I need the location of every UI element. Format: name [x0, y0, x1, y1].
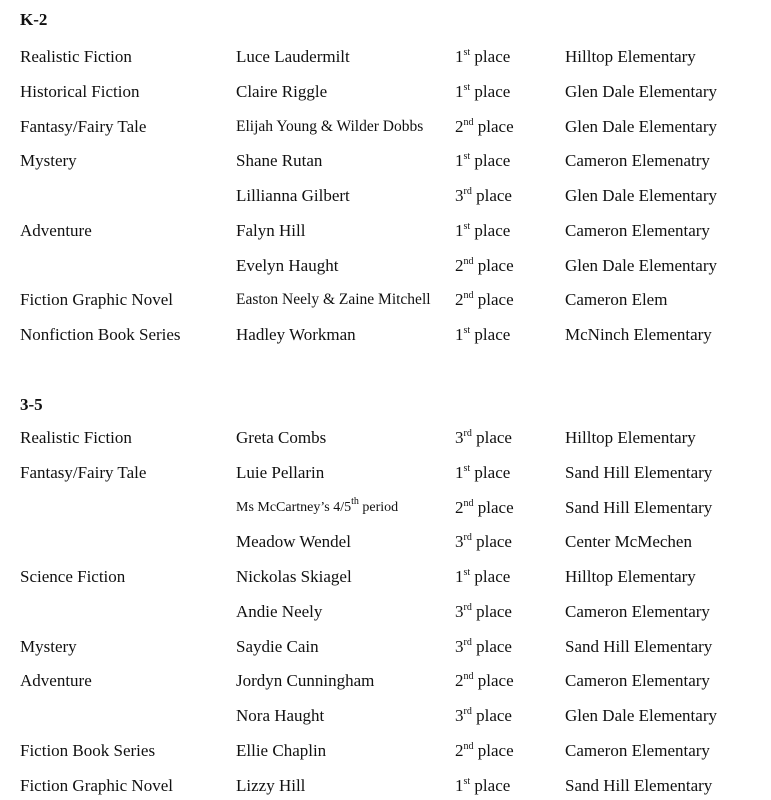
table-row: [0, 221, 771, 245]
place-number: 2: [455, 671, 464, 691]
name-text: Falyn Hill: [236, 220, 306, 240]
table-row: [0, 256, 771, 280]
student-name: [236, 602, 322, 622]
table-row: [0, 290, 771, 314]
table-row: [0, 567, 771, 591]
place-word: place: [470, 220, 511, 240]
place-suffix: st: [463, 151, 471, 163]
place-suffix: nd: [463, 290, 474, 302]
place-word: place: [473, 116, 514, 136]
school: McNinch Elementary: [565, 325, 712, 344]
place-suffix: rd: [463, 601, 472, 613]
place: [455, 637, 512, 657]
name-text: Claire Riggle: [236, 81, 328, 101]
place-number: 2: [455, 116, 464, 136]
name-superscript: th: [351, 495, 359, 507]
table-row: [0, 741, 771, 765]
school: Glen Dale Elementary: [565, 81, 717, 101]
student-name: [236, 776, 305, 796]
school: Glen Dale Elementary: [565, 255, 717, 275]
place-suffix: rd: [463, 186, 472, 197]
school: Hilltop Elementary: [565, 47, 696, 66]
school: Cameron Elementary: [565, 220, 710, 240]
name-text: Greta Combs: [236, 428, 327, 447]
place: [455, 741, 514, 761]
place-word: place: [470, 462, 511, 482]
student-name: [236, 741, 326, 761]
school: Cameron Elementary: [565, 671, 710, 691]
category: Realistic Fiction: [20, 47, 132, 66]
section-title: K-2: [20, 10, 48, 29]
student-name: [236, 495, 399, 516]
name-tail: period: [358, 499, 399, 515]
place-number: 3: [455, 428, 464, 447]
category: Fantasy/Fairy Tale: [20, 462, 147, 482]
name-text: Evelyn Haught: [236, 255, 339, 275]
category: Adventure: [20, 671, 92, 691]
place: [455, 567, 510, 587]
place: [455, 706, 512, 726]
place-number: 1: [455, 775, 464, 795]
student-name: [236, 671, 374, 691]
name-text: Meadow Wendel: [236, 532, 351, 552]
place-suffix: nd: [463, 671, 474, 683]
school: Sand Hill Elementary: [565, 775, 713, 795]
place-suffix: rd: [463, 428, 472, 439]
table-row: [0, 47, 771, 71]
school: Glen Dale Elementary: [565, 116, 717, 136]
place-word: place: [473, 290, 514, 310]
school: Cameron Elem: [565, 290, 668, 310]
name-text: Luie Pellarin: [236, 462, 325, 482]
place-word: place: [470, 151, 511, 171]
place-suffix: st: [463, 462, 471, 474]
place: [455, 117, 514, 137]
place-word: place: [471, 636, 512, 656]
place-number: 1: [455, 462, 464, 482]
place-word: place: [471, 532, 512, 552]
place-suffix: st: [463, 81, 471, 93]
category: Fiction Graphic Novel: [20, 775, 173, 795]
name-text: Elijah Young & Wilder Dobbs: [236, 117, 424, 135]
place-word: place: [473, 255, 514, 275]
place-word: place: [470, 47, 511, 66]
place-word: place: [470, 775, 511, 795]
place-word: place: [471, 428, 512, 447]
place-suffix: st: [463, 567, 471, 578]
place-number: 2: [455, 255, 464, 275]
place-suffix: rd: [463, 706, 472, 717]
student-name: [236, 291, 431, 309]
name-text: Easton Neely & Zaine Mitchell: [236, 291, 431, 309]
category: Realistic Fiction: [20, 428, 132, 447]
student-name: [236, 221, 305, 241]
place-number: 1: [455, 81, 464, 101]
category: Mystery: [20, 151, 77, 171]
place: [455, 498, 514, 518]
student-name: [236, 463, 324, 483]
place-number: 1: [455, 325, 464, 344]
place-word: place: [473, 740, 514, 760]
place: [455, 186, 512, 206]
place-number: 1: [455, 47, 464, 66]
name-text: Jordyn Cunningham: [236, 671, 375, 691]
place-word: place: [470, 81, 511, 101]
place-suffix: nd: [463, 255, 474, 267]
name-text: Saydie Cain: [236, 636, 319, 656]
place-suffix: st: [463, 775, 471, 787]
place-word: place: [470, 567, 511, 586]
place: [455, 671, 514, 691]
place-number: 2: [455, 740, 464, 760]
school: Glen Dale Elementary: [565, 186, 717, 205]
table-row: [0, 637, 771, 661]
place-word: place: [471, 186, 512, 205]
place: [455, 428, 512, 448]
school: Cameron Elemenatry: [565, 151, 710, 171]
place-suffix: st: [463, 325, 471, 336]
place-suffix: nd: [463, 116, 474, 128]
category: Historical Fiction: [20, 81, 140, 101]
place: [455, 532, 512, 552]
student-name: [236, 82, 327, 102]
place-number: 2: [455, 497, 464, 517]
name-text: Nora Haught: [236, 706, 325, 725]
category: Adventure: [20, 220, 92, 240]
name-text: Lizzy Hill: [236, 775, 306, 795]
place-word: place: [473, 497, 514, 517]
student-name: [236, 256, 338, 276]
table-row: [0, 776, 771, 800]
name-text: Shane Rutan: [236, 151, 323, 171]
table-row: [0, 602, 771, 626]
student-name: [236, 186, 350, 206]
name-text: Ellie Chaplin: [236, 740, 327, 760]
place-number: 3: [455, 532, 464, 552]
table-row: [0, 117, 771, 141]
student-name: [236, 428, 326, 448]
place: [455, 290, 514, 310]
table-row: [0, 706, 771, 730]
place-suffix: rd: [463, 636, 472, 648]
name-text: Luce Laudermilt: [236, 47, 350, 66]
school: Hilltop Elementary: [565, 567, 696, 586]
place-number: 3: [455, 636, 464, 656]
student-name: [236, 567, 352, 587]
place: [455, 776, 510, 796]
place: [455, 602, 512, 622]
table-row: [0, 82, 771, 106]
category: Fiction Graphic Novel: [20, 290, 173, 310]
table-row: [0, 671, 771, 695]
section-title: 3-5: [20, 395, 43, 414]
place-suffix: st: [463, 47, 471, 58]
place-number: 3: [455, 706, 464, 725]
school: Center McMechen: [565, 532, 692, 552]
name-text: Nickolas Skiagel: [236, 567, 352, 586]
category: Fiction Book Series: [20, 740, 156, 760]
student-name: [236, 637, 319, 657]
category: Fantasy/Fairy Tale: [20, 116, 147, 136]
student-name: [236, 118, 423, 136]
school: Cameron Elementary: [565, 740, 710, 760]
place-word: place: [473, 671, 514, 691]
place-suffix: nd: [463, 497, 474, 509]
place: [455, 325, 510, 345]
table-row: [0, 151, 771, 175]
name-text: Ms McCartney’s 4/5: [236, 499, 352, 515]
place-suffix: rd: [463, 532, 472, 544]
school: Glen Dale Elementary: [565, 706, 717, 725]
table-row: [0, 186, 771, 210]
student-name: [236, 47, 350, 67]
place-number: 1: [455, 567, 464, 586]
school: Sand Hill Elementary: [565, 497, 713, 517]
category: Nonfiction Book Series: [20, 325, 181, 344]
school: Sand Hill Elementary: [565, 636, 713, 656]
table-row: [0, 463, 771, 487]
school: Hilltop Elementary: [565, 428, 696, 447]
school: Sand Hill Elementary: [565, 462, 713, 482]
school: Cameron Elementary: [565, 601, 710, 621]
name-text: Hadley Workman: [236, 325, 356, 344]
category: Science Fiction: [20, 567, 126, 586]
place-number: 2: [455, 290, 464, 310]
place: [455, 221, 510, 241]
place-word: place: [471, 601, 512, 621]
place-word: place: [471, 706, 512, 725]
table-row: [0, 428, 771, 452]
place: [455, 256, 514, 276]
place-suffix: st: [463, 220, 471, 232]
table-row: [0, 325, 771, 349]
place-number: 1: [455, 220, 464, 240]
student-name: [236, 325, 356, 345]
table-row: [0, 532, 771, 556]
student-name: [236, 151, 322, 171]
place-suffix: nd: [463, 740, 474, 752]
table-row: [0, 495, 771, 522]
place: [455, 82, 510, 102]
place: [455, 151, 510, 171]
place-word: place: [470, 325, 511, 344]
student-name: [236, 706, 324, 726]
place-number: 3: [455, 601, 464, 621]
category: Mystery: [20, 636, 77, 656]
place: [455, 463, 510, 483]
name-text: Lillianna Gilbert: [236, 186, 350, 205]
place-number: 1: [455, 151, 464, 171]
name-text: Andie Neely: [236, 601, 323, 621]
student-name: [236, 532, 351, 552]
place-number: 3: [455, 186, 464, 205]
place: [455, 47, 510, 67]
